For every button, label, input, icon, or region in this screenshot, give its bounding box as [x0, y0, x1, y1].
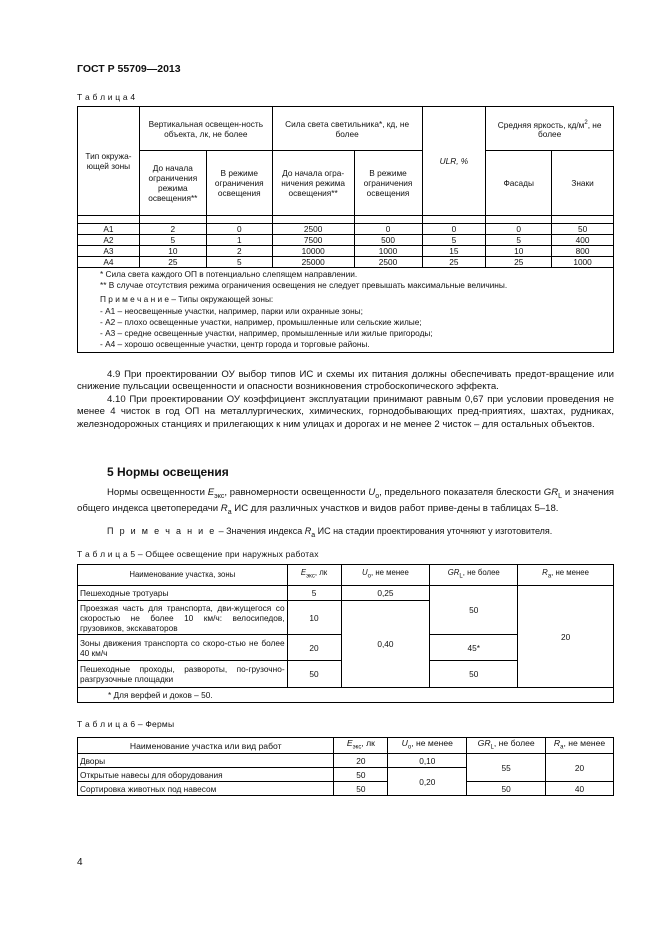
- table-row: Зоны движения транспорта со скоро-стью не более 40 км/ч 20 45*: [78, 635, 614, 661]
- para-4-9: 4.9 При проектировании ОУ выбор типов ИС и схемы их питания должны обеспечивать предот-вращение или снижение пульсации освещенности и опасности возникновения стробоскопического эффекта.: [77, 369, 614, 393]
- table-row: Дворы 20 0,10 55 20: [78, 754, 614, 768]
- t5-head-e: $E_{экс}$, лк: [287, 565, 341, 586]
- t4-head-br-a: Фасады: [486, 151, 552, 216]
- t4-head-lum-b: В режиме ограничения освещения: [354, 151, 422, 216]
- table-row: А4 25 5 25000 2500 25 25 1000: [78, 257, 614, 268]
- t4-head-zone: Тип окружа-ющей зоны: [78, 107, 140, 216]
- t5-head-ra: $R_a$, не менее: [518, 565, 614, 586]
- section-title: 5 Нормы освещения: [107, 465, 229, 479]
- t5-footnote: * Для верфей и доков – 50.: [78, 688, 614, 703]
- t6-head-name: Наименование участка или вид работ: [78, 738, 334, 754]
- para-4-10: 4.10 При проектировании ОУ коэффициент эксплуатации принимают равным 0,67 при условии проведения не менее 4 чисток в год ОП на металлургических, химических, горнодобывающих пред-приятиях, шахтах, рудниках, железнодорожных станциях и прилегающих к ним улицах и дорогах и не менее 2 чисток – для остальных объектов.: [77, 393, 614, 430]
- table-row: Сортировка животных под навесом 50 50 40: [78, 782, 614, 796]
- table-row: Пешеходные проходы, развороты, по-грузочно-разгрузочные площадки 50 50: [78, 661, 614, 688]
- table-row: Пешеходные тротуары 5 0,25 50 20: [78, 586, 614, 601]
- table-row: А1 2 0 2500 0 0 0 50: [78, 224, 614, 235]
- table4: [77, 106, 614, 353]
- t4-notes: * Сила света каждого ОП в потенциально слепящем направлении. ** В случае отсутствия режима ограничения освещения не следует превышать максимальные величины. П р и м е ч а н и е – Типы окружающей зоны: - А1 – неосвещенные участки, например, парки или охранные зоны; - А2 – плохо освещенные участки, например, промышленные или сельские жилые; - А3 – средне освещенные участки, например, промышленные или жилые пригороды; - А4 – хорошо освещенные участки, центр города и торговые районы.: [78, 268, 614, 353]
- t5-head-u: $U_о$, не менее: [341, 565, 430, 586]
- document-header: ГОСТ Р 55709—2013: [77, 63, 181, 75]
- table5-caption: Т а б л и ц а 5 – Общее освещение при наружных работах: [77, 549, 319, 559]
- t5-head-gr: $GR_L$, не более: [430, 565, 518, 586]
- table-row: Проезжая часть для транспорта, дви-жущегося со скоростью не более 10 км/ч: велосипедов, грузовиков, экскаваторов 10 0,40: [78, 601, 614, 635]
- t4-head-vert-b: В режиме ограничения освещения: [206, 151, 272, 216]
- table-row: А2 5 1 7500 500 5 5 400: [78, 235, 614, 246]
- table5: [77, 564, 614, 703]
- body-text: [77, 369, 614, 431]
- table6-caption: Т а б л и ц а 6 – Фермы: [77, 719, 175, 729]
- t4-head-lum-a: До начала огра-ничения режима освещения**: [272, 151, 354, 216]
- section5-note: П р и м е ч а н и е – Значения индекса $R_a$ ИС на стадии проектирования уточняют у изготовителя.: [107, 525, 553, 539]
- table-row: Открытые навесы для оборудования 50 0,20: [78, 768, 614, 782]
- page-number: 4: [77, 857, 83, 868]
- table-row: А3 10 2 10000 1000 15 10 800: [78, 246, 614, 257]
- t6-head-gr: $GR_L$, не более: [467, 738, 546, 754]
- t4-head-vert-a: До начала ограничения режима освещения**: [139, 151, 206, 216]
- table4-caption: Т а б л и ц а 4: [77, 92, 136, 102]
- t4-head-lum: Сила света светильника*, кд, не более: [272, 107, 422, 151]
- t4-head-vert: Вертикальная освещен-ность объекта, лк, не более: [139, 107, 272, 151]
- t5-head-name: Наименование участка, зоны: [78, 565, 288, 586]
- table6: [77, 737, 614, 796]
- t6-head-u: $U_о$, не менее: [388, 738, 467, 754]
- section5-para: Нормы освещенности $E_{экс}$, равномерности освещенности $U_о$, предельного показателя блескости $GR_L$ и значения общего индекса цветопередачи $R_a$ ИС для различных участков и видов работ приве-дены в таблицах 5–18.: [77, 487, 615, 517]
- t6-head-e: $E_{экс}$, лк: [334, 738, 388, 754]
- t6-head-ra: $R_a$, не менее: [546, 738, 614, 754]
- section5-text: [77, 487, 614, 542]
- t4-head-br-b: Знаки: [552, 151, 614, 216]
- t4-head-ulr: ULR, %: [422, 107, 486, 216]
- t4-head-br: Средняя яркость, $кд/м^2$, не более: [486, 107, 614, 151]
